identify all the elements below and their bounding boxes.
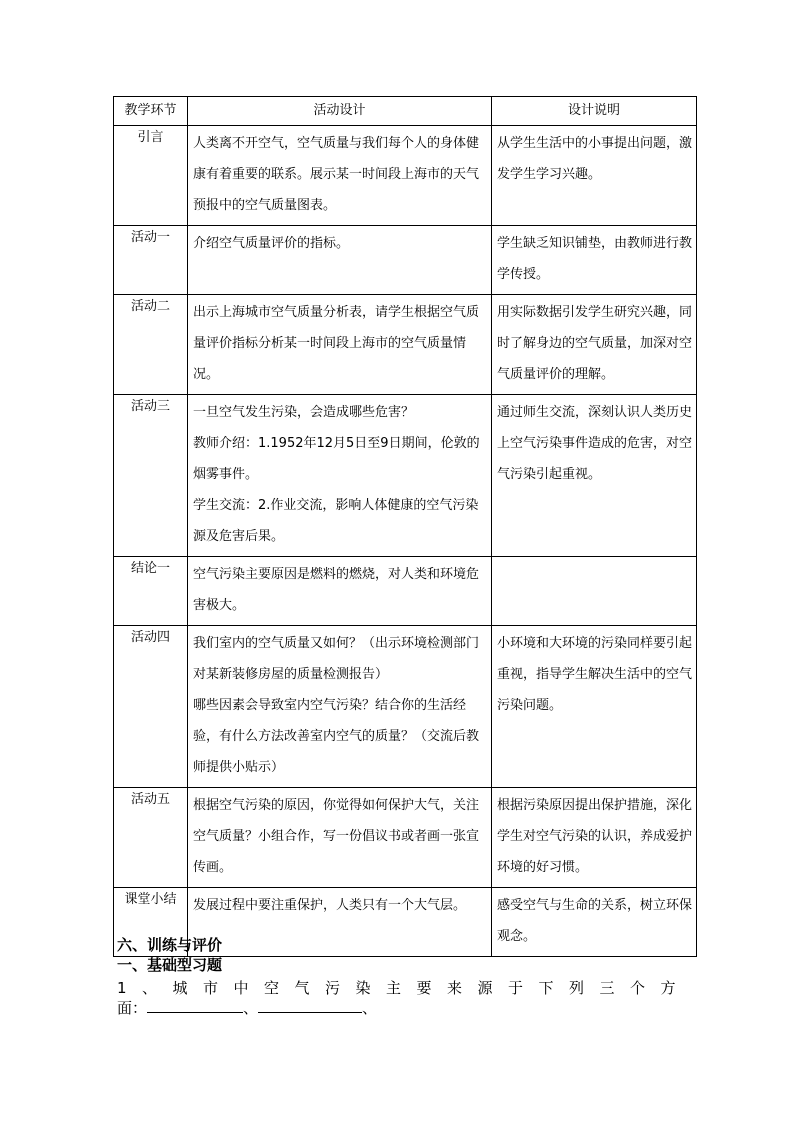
activity-cell [188, 626, 492, 788]
activity-text: 空气污染主要原因是燃料的燃烧，对人类和环境危害极大。 [193, 567, 480, 613]
header-stage: 教学环节 [114, 97, 188, 126]
note-text: 学生缺乏知识铺垫，由教师进行教学传授。 [497, 236, 693, 282]
note-text: 用实际数据引发学生研究兴趣，同时了解身边的空气质量，加深对空气质量评价的理解。 [497, 305, 693, 382]
header-note: 设计说明 [492, 97, 697, 126]
table-row [114, 626, 697, 788]
activity-text: 发展过程中要注重保护，人类只有一个大气层。 [193, 898, 467, 913]
note-text: 感受空气与生命的关系，树立环保观念。 [497, 898, 693, 944]
note-cell [492, 788, 697, 888]
stage-cell: 活动五 [114, 788, 188, 888]
stage-cell: 引言 [114, 126, 188, 226]
stage-cell: 课堂小结 [114, 888, 188, 957]
blank-separator: 、 [243, 999, 259, 1017]
note-cell [492, 126, 697, 226]
note-cell [492, 557, 697, 626]
stage-cell: 活动二 [114, 295, 188, 395]
note-text: 小环境和大环境的污染同样要引起重视，指导学生解决生活中的空气污染问题。 [497, 636, 693, 713]
table-row [114, 226, 697, 295]
activity-text: 出示上海城市空气质量分析表，请学生根据空气质量评价指标分析某一时间段上海市的空气质量情况。 [193, 305, 480, 382]
header-activity: 活动设计 [188, 97, 492, 126]
table-row [114, 295, 697, 395]
lesson-plan-table [113, 96, 697, 957]
note-text: 通过师生交流，深刻认识人类历史上空气污染事件造成的危害，对空气污染引起重视。 [497, 405, 693, 482]
activity-text: 我们室内的空气质量又如何？（出示环境检测部门对某新装修房屋的质量检测报告） 哪些因素会导致室内空气污染？结合你的生活经验，有什么方法改善室内空气的质量？（交流后教师提供小贴示） [193, 636, 480, 775]
note-cell [492, 395, 697, 557]
section-heading-training: 六、训练与评价 [117, 936, 223, 954]
table-row [114, 395, 697, 557]
activity-cell [188, 788, 492, 888]
stage-cell: 活动一 [114, 226, 188, 295]
answer-blank-2[interactable] [258, 998, 362, 1013]
stage-cell: 活动三 [114, 395, 188, 557]
activity-cell [188, 226, 492, 295]
table-header-row [114, 97, 697, 126]
question-1-continuation: 面： [117, 999, 148, 1017]
table-row [114, 126, 697, 226]
stage-cell: 结论一 [114, 557, 188, 626]
blank-separator: 、 [362, 999, 378, 1017]
question-1-text: 1、城市中空气污染主要来源于下列三个方 [117, 979, 692, 997]
activity-text: 人类离不开空气，空气质量与我们每个人的身体健康有着重要的联系。展示某一时间段上海市的天气预报中的空气质量图表。 [193, 136, 480, 213]
activity-text: 根据空气污染的原因，你觉得如何保护大气，关注空气质量？小组合作，写一份倡议书或者画一张宣传画。 [193, 798, 480, 875]
answer-blank-1[interactable] [147, 998, 243, 1013]
note-text: 根据污染原因提出保护措施，深化学生对空气污染的认识，养成爱护环境的好习惯。 [497, 798, 693, 875]
activity-cell [188, 295, 492, 395]
note-text [492, 557, 696, 563]
table-row [114, 557, 697, 626]
note-cell [492, 226, 697, 295]
note-cell [492, 295, 697, 395]
question-1-answer-line [117, 998, 377, 1018]
activity-cell [188, 557, 492, 626]
stage-cell: 活动四 [114, 626, 188, 788]
note-cell [492, 888, 697, 957]
note-cell [492, 626, 697, 788]
section-heading-basic-exercises: 一、基础型习题 [117, 956, 223, 974]
activity-cell [188, 395, 492, 557]
table-row [114, 788, 697, 888]
note-text: 从学生生活中的小事提出问题，激发学生学习兴趣。 [497, 136, 693, 182]
activity-text: 一旦空气发生污染，会造成哪些危害？ 教师介绍：1.1952年12月5日至9日期间，伦敦的烟雾事件。 学生交流：2.作业交流，影响人体健康的空气污染源及危害后果。 [193, 405, 480, 544]
activity-cell [188, 126, 492, 226]
activity-text: 介绍空气质量评价的指标。 [193, 236, 350, 251]
activity-cell [188, 888, 492, 957]
